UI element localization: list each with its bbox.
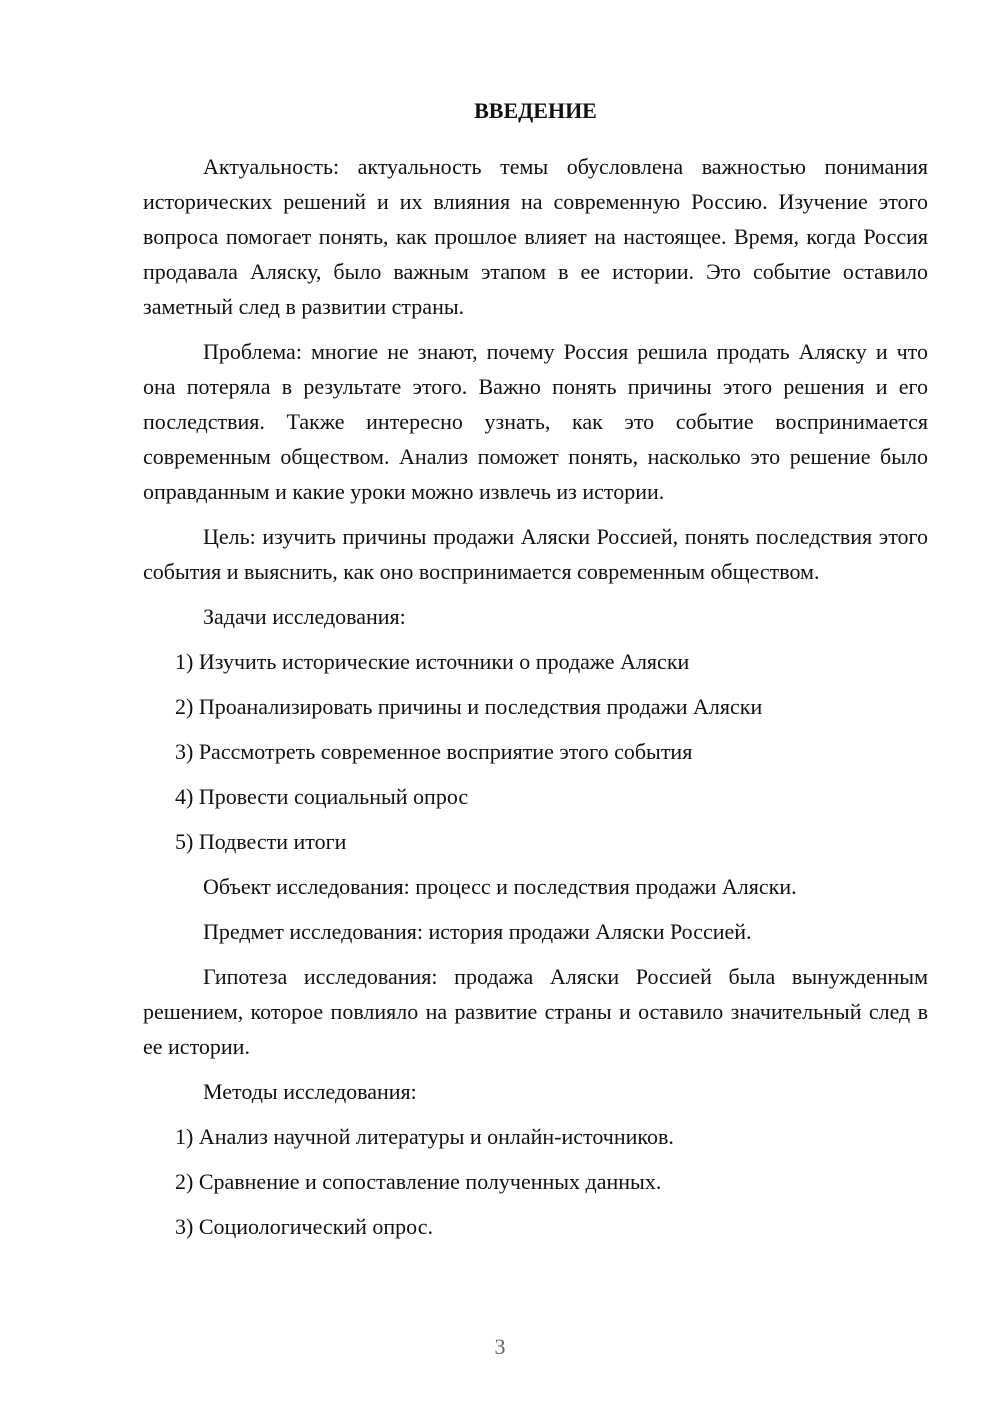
list-item: 4) Провести социальный опрос	[175, 784, 469, 809]
problem-paragraph: Проблема: многие не знают, почему Россия решила продать Аляску и что она потеряла в результате этого. Важно понять причины этого решения и его последствия. Также интересно узнать, как это событие воспринимается современным обществом. Анализ поможет понять, насколько это решение было оправданным и какие уроки можно извлечь из истории.	[143, 339, 928, 504]
goal-paragraph: Цель: изучить причины продажи Аляски Россией, понять последствия этого события и выяснить, как оно воспринимается современным обществом.	[143, 524, 928, 584]
hypothesis-paragraph: Гипотеза исследования: продажа Аляски Россией была вынужденным решением, которое повлияло на развитие страны и оставило значительный след в ее истории.	[143, 964, 928, 1059]
list-item: 1) Изучить исторические источники о продаже Аляски	[175, 649, 690, 674]
list-item: 2) Сравнение и сопоставление полученных данных.	[175, 1169, 662, 1194]
page-title: ВВЕДЕНИЕ	[474, 98, 597, 123]
tasks-heading: Задачи исследования:	[203, 604, 406, 629]
methods-heading: Методы исследования:	[203, 1079, 417, 1104]
list-item: 3) Социологический опрос.	[175, 1214, 433, 1239]
object-paragraph: Объект исследования: процесс и последствия продажи Аляски.	[203, 874, 797, 899]
page-number: 3	[494, 1334, 506, 1359]
subject-paragraph: Предмет исследования: история продажи Аляски Россией.	[203, 919, 752, 944]
list-item: 1) Анализ научной литературы и онлайн-источников.	[175, 1124, 674, 1149]
list-item: 2) Проанализировать причины и последствия продажи Аляски	[175, 694, 763, 719]
document-page	[143, 96, 928, 1254]
list-item: 3) Рассмотреть современное восприятие этого события	[175, 739, 693, 764]
methods-list	[143, 1119, 928, 1244]
tasks-list	[143, 644, 928, 859]
list-item: 5) Подвести итоги	[175, 829, 347, 854]
relevance-paragraph: Актуальность: актуальность темы обусловлена важностью понимания исторических решений и их влияния на современную Россию. Изучение этого вопроса помогает понять, как прошлое влияет на настоящее. Время, когда Россия продавала Аляску, было важным этапом в ее истории. Это событие оставило заметный след в развитии страны.	[143, 154, 928, 319]
